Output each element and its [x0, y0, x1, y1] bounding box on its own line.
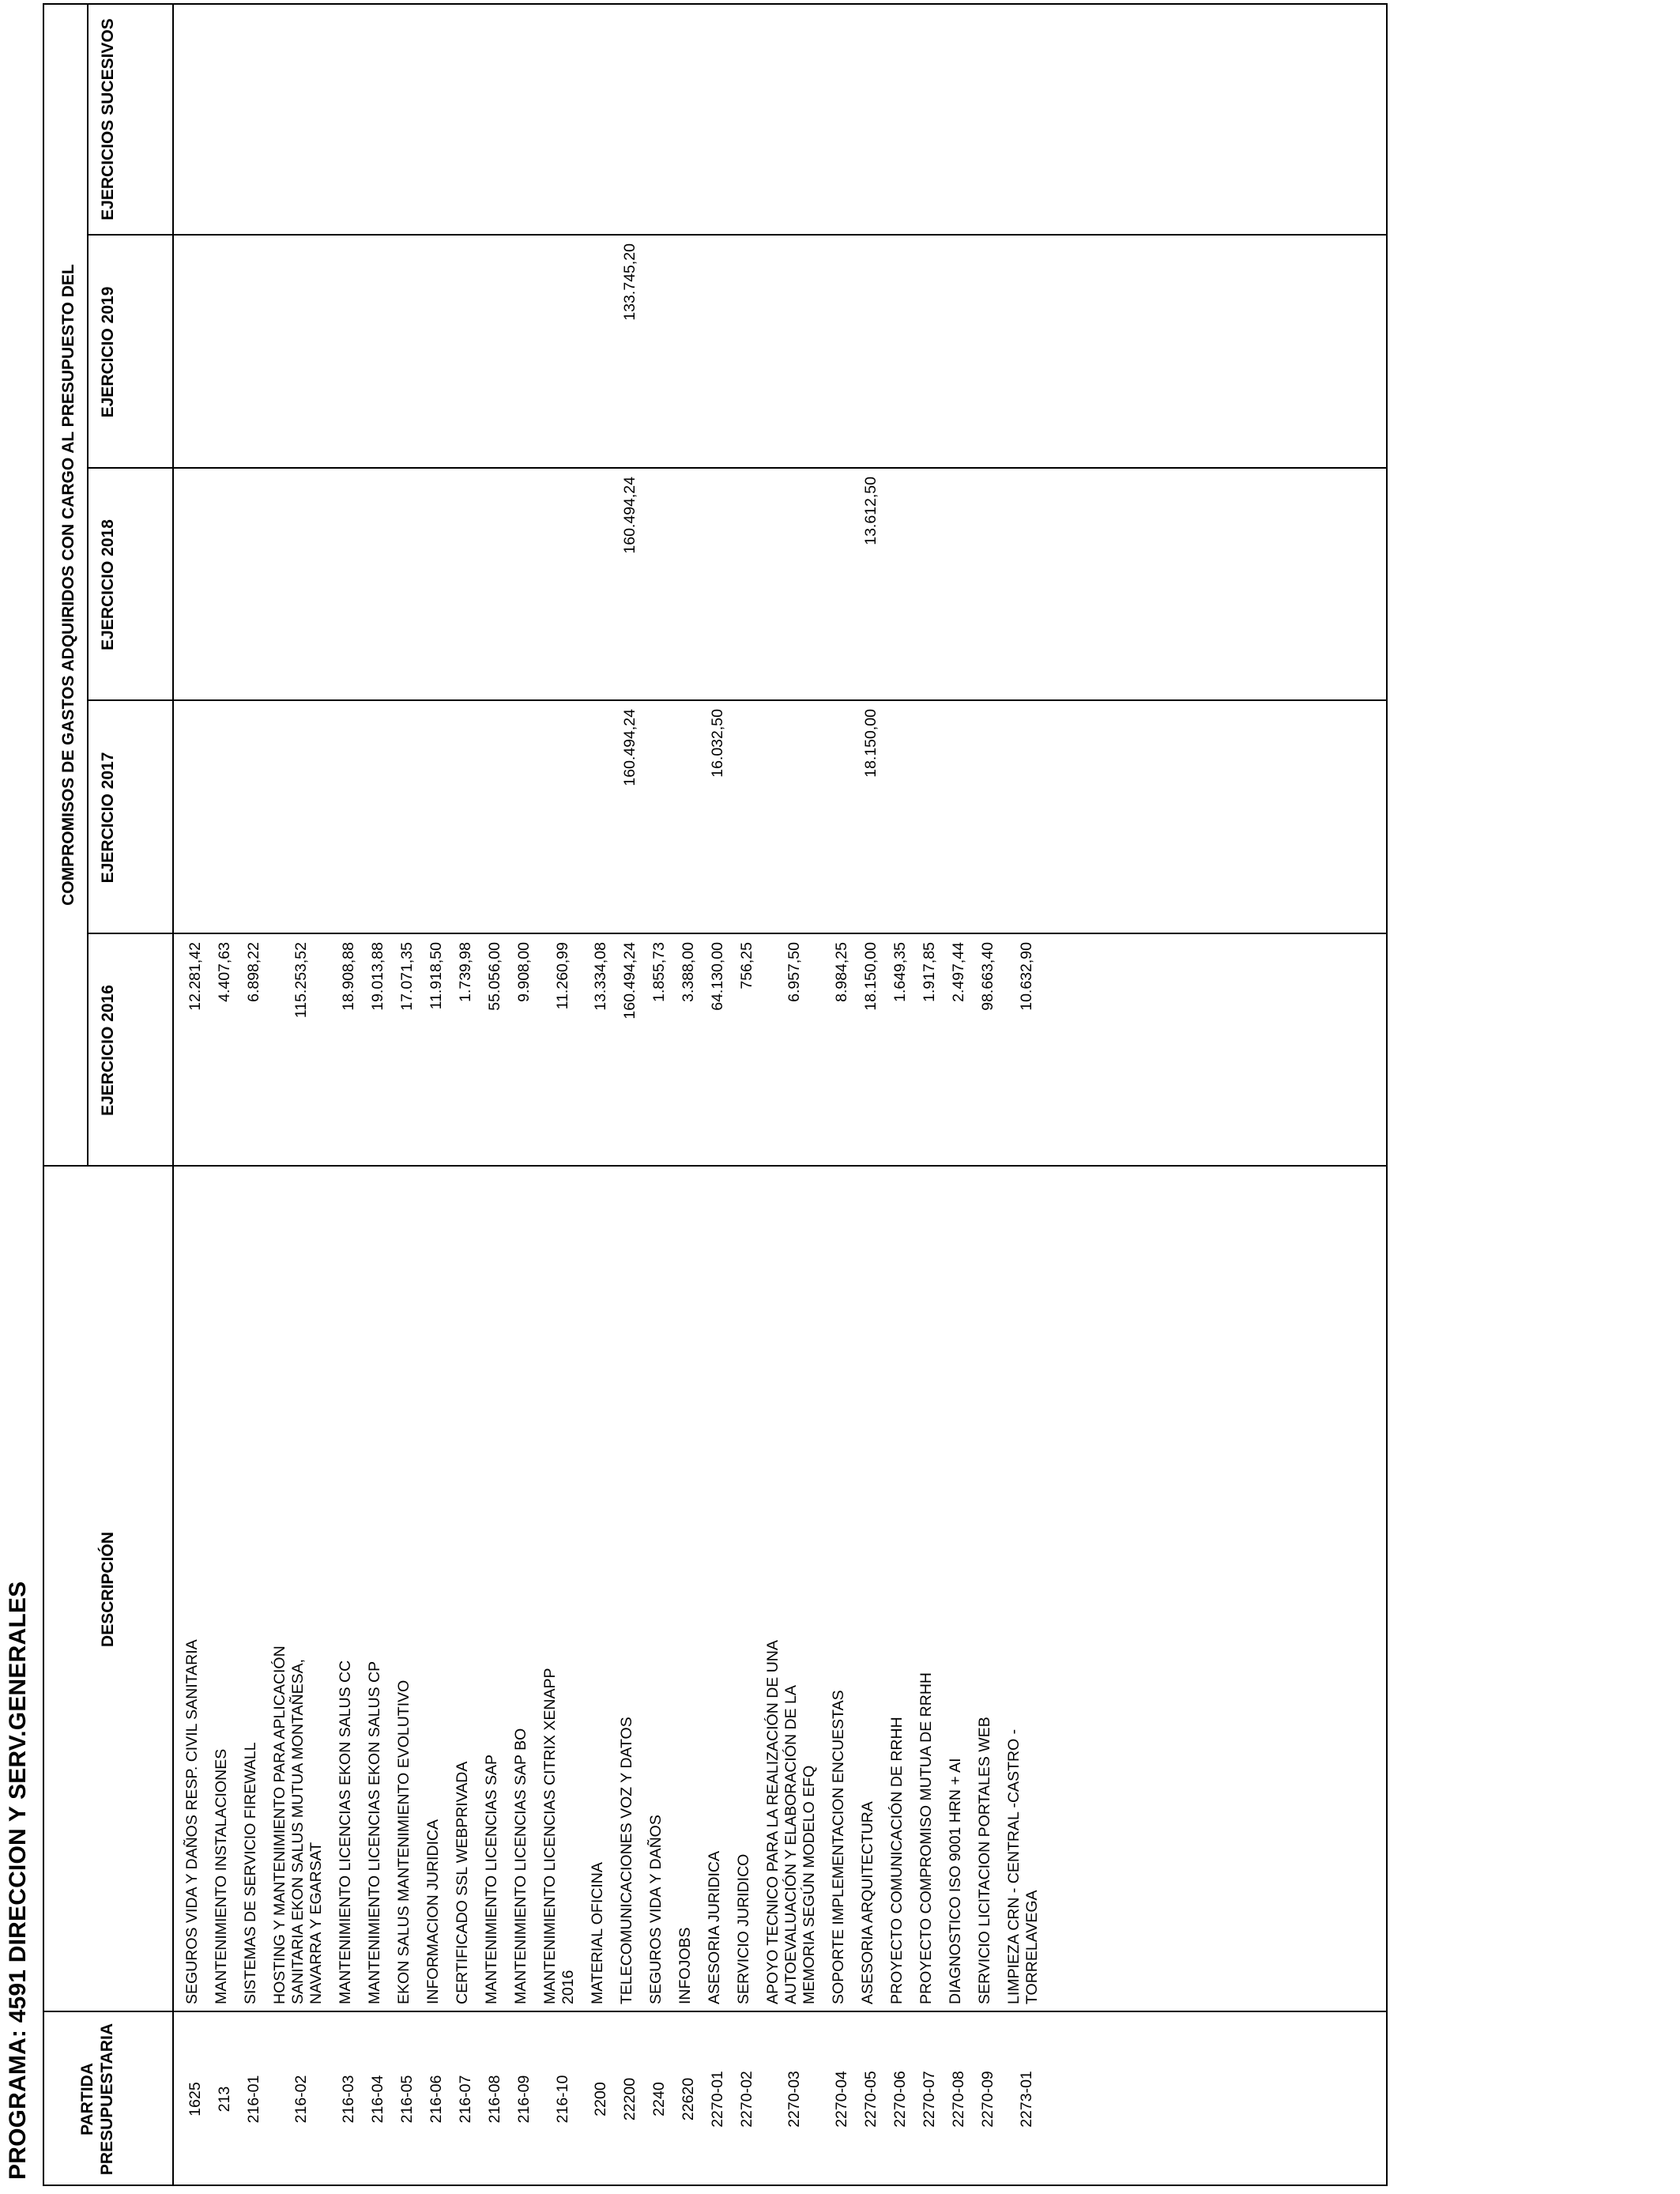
ejercicio-2016-cell: 13.334,08 [592, 942, 609, 1011]
header-ejercicio-2017: EJERCICIO 2017 [99, 752, 117, 884]
description-cell: TELECOMUNICACIONES VOZ Y DATOS [618, 1717, 635, 2004]
description-cell: SISTEMAS DE SERVICIO FIREWALL [242, 1742, 259, 2004]
partida-cell: 213 [216, 2086, 233, 2113]
partida-cell: 22620 [680, 2077, 697, 2121]
partida-cell: 2200 [592, 2082, 609, 2117]
partida-cell: 2270-03 [785, 2071, 803, 2128]
ejercicio-2016-cell: 12.281,42 [186, 942, 204, 1011]
description-cell: SERVICIO JURIDICO [735, 1853, 752, 2004]
ejercicio-2016-cell: 18.150,00 [862, 942, 880, 1011]
header-ejercicio-2018: EJERCICIO 2018 [99, 519, 117, 650]
ejercicio-2017-cell: 18.150,00 [862, 709, 880, 778]
ejercicio-2016-cell: 3.388,00 [680, 942, 697, 1002]
description-cell: MANTENIMIENTO LICENCIAS EKON SALUS CC [337, 1660, 354, 2004]
ejercicio-2016-cell: 1.739,98 [457, 942, 474, 1002]
header-partida: PARTIDA PRESUPUESTARIA [78, 2022, 117, 2176]
partida-cell: 216-05 [398, 2075, 416, 2124]
ejercicio-2016-cell: 1.649,35 [891, 942, 909, 1002]
ejercicio-2016-cell: 55.056,00 [486, 942, 503, 1011]
partida-cell: 1625 [186, 2082, 204, 2117]
description-cell: HOSTING Y MANTENIMIENTO PARA APLICACIÓN SANITARIA EKON SALUS MUTUA MONTAÑESA, NAVARRA Y EGARSAT [271, 1646, 325, 2004]
header-ejercicios-sucesivos: EJERCICIOS SUCESIVOS [99, 18, 117, 221]
description-cell: SOPORTE IMPLEMENTACION ENCUESTAS [830, 1690, 847, 2004]
description-cell: SEGUROS VIDA Y DAÑOS [647, 1815, 665, 2004]
group-divider [87, 3, 89, 1167]
ejercicio-2016-cell: 4.407,63 [216, 942, 233, 1002]
description-cell: MANTENIMIENTO LICENCIAS SAP BO [512, 1728, 529, 2004]
description-cell: MANTENIMIENTO LICENCIAS SAP [483, 1754, 500, 2004]
description-cell: ASESORIA ARQUITECTURA [859, 1801, 876, 2004]
col-divider-2018 [87, 467, 1388, 469]
description-cell: MATERIAL OFICINA [589, 1862, 606, 2004]
ejercicio-2016-cell: 10.632,90 [1017, 942, 1035, 1011]
description-cell: SERVICIO LICITACION PORTALES WEB [976, 1717, 993, 2004]
partida-cell: 2270-09 [979, 2071, 996, 2128]
description-cell: EKON SALUS MANTENIMIENTO EVOLUTIVO [395, 1679, 412, 2004]
description-cell: SEGUROS VIDA Y DAÑOS RESP. CIVIL SANITARIA [183, 1639, 201, 2004]
partida-cell: 2270-04 [833, 2071, 850, 2128]
description-cell: MANTENIMIENTO LICENCIAS CITRIX XENAPP 2016 [541, 1668, 577, 2004]
description-cell: MANTENIMIENTO INSTALACIONES [213, 1748, 230, 2004]
partida-cell: 216-03 [340, 2075, 357, 2124]
partida-cell: 2273-01 [1017, 2071, 1035, 2128]
ejercicio-2016-cell: 6.898,22 [245, 942, 262, 1002]
ejercicio-2018-cell: 13.612,50 [862, 477, 880, 545]
partida-cell: 2270-02 [738, 2071, 755, 2128]
partida-cell: 2270-01 [709, 2071, 726, 2128]
partida-cell: 216-06 [428, 2075, 445, 2124]
ejercicio-2016-cell: 11.918,50 [428, 942, 445, 1010]
col-divider-2017 [87, 699, 1388, 701]
ejercicio-2016-cell: 756,25 [738, 942, 755, 990]
description-cell: INFORMACION JURIDICA [424, 1819, 442, 2004]
ejercicio-2018-cell: 160.494,24 [621, 477, 638, 554]
header-group: COMPROMISOS DE GASTOS ADQUIRIDOS CON CARGO AL PRESUPUESTO DEL [59, 264, 77, 906]
description-cell: APOYO TECNICO PARA LA REALIZACIÓN DE UNA AUTOEVALUACIÓN Y ELABORACIÓN DE LA MEMORIA SEGÚN MODELO EFQ [764, 1640, 818, 2004]
col-divider-2019 [87, 234, 1388, 236]
description-cell: MANTENIMIENTO LICENCIAS EKON SALUS CP [366, 1661, 383, 2004]
partida-cell: 22200 [621, 2077, 638, 2121]
description-cell: ASESORIA JURIDICA [706, 1851, 723, 2004]
ejercicio-2016-cell: 18.908,88 [340, 942, 357, 1011]
partida-cell: 216-08 [486, 2075, 503, 2124]
partida-cell: 216-09 [515, 2075, 533, 2124]
header-divider [172, 3, 174, 2186]
partida-cell: 2270-07 [921, 2071, 938, 2128]
ejercicio-2016-cell: 1.855,73 [650, 942, 668, 1002]
partida-cell: 216-10 [553, 2075, 571, 2124]
page-title: PROGRAMA: 4591 DIRECCION Y SERV.GENERALES [5, 1581, 31, 2180]
ejercicio-2016-cell: 19.013,88 [369, 942, 386, 1011]
ejercicio-2016-cell: 8.984,25 [833, 942, 850, 1002]
partida-cell: 2270-06 [891, 2071, 909, 2128]
ejercicio-2019-cell: 133.745,20 [621, 243, 638, 321]
header-ejercicio-2019: EJERCICIO 2019 [99, 286, 117, 418]
ejercicio-2016-cell: 11.260,99 [553, 942, 571, 1010]
partida-cell: 2270-05 [862, 2071, 880, 2128]
ejercicio-2016-cell: 115.253,52 [292, 942, 310, 1019]
partida-cell: 216-07 [457, 2075, 474, 2124]
description-cell: DIAGNOSTICO ISO 9001 HRN + AI [947, 1758, 964, 2004]
partida-cell: 216-04 [369, 2075, 386, 2124]
description-cell: LIMPIEZA CRN - CENTRAL -CASTRO - TORRELAVEGA [1005, 1728, 1041, 2004]
header-ejercicio-2016: EJERCICIO 2016 [99, 985, 117, 1116]
ejercicio-2016-cell: 9.908,00 [515, 942, 533, 1002]
ejercicio-2016-cell: 1.917,85 [921, 942, 938, 1002]
partida-cell: 2270-08 [950, 2071, 967, 2128]
partida-cell: 216-02 [292, 2075, 310, 2124]
description-cell: PROYECTO COMPROMISO MUTUA DE RRHH [917, 1672, 935, 2004]
ejercicio-2016-cell: 160.494,24 [621, 942, 638, 1020]
header-descripcion: DESCRIPCIÓN [99, 1532, 117, 1647]
ejercicio-2016-cell: 64.130,00 [709, 942, 726, 1011]
ejercicio-2016-cell: 98.663,40 [979, 942, 996, 1011]
description-cell: CERTIFICADO SSL WEBPRIVADA [454, 1761, 471, 2004]
ejercicio-2016-cell: 2.497,44 [950, 942, 967, 1002]
col-divider-partida [43, 2011, 1388, 2012]
description-cell: INFOJOBS [676, 1927, 694, 2004]
partida-cell: 2240 [650, 2082, 668, 2117]
ejercicio-2017-cell: 160.494,24 [621, 709, 638, 786]
description-cell: PROYECTO COMUNICACIÓN DE RRHH [888, 1717, 906, 2004]
ejercicio-2016-cell: 17.071,35 [398, 942, 416, 1011]
col-divider-2016 [87, 933, 1388, 934]
ejercicio-2017-cell: 16.032,50 [709, 709, 726, 778]
ejercicio-2016-cell: 6.957,50 [785, 942, 803, 1002]
partida-cell: 216-01 [245, 2075, 262, 2124]
